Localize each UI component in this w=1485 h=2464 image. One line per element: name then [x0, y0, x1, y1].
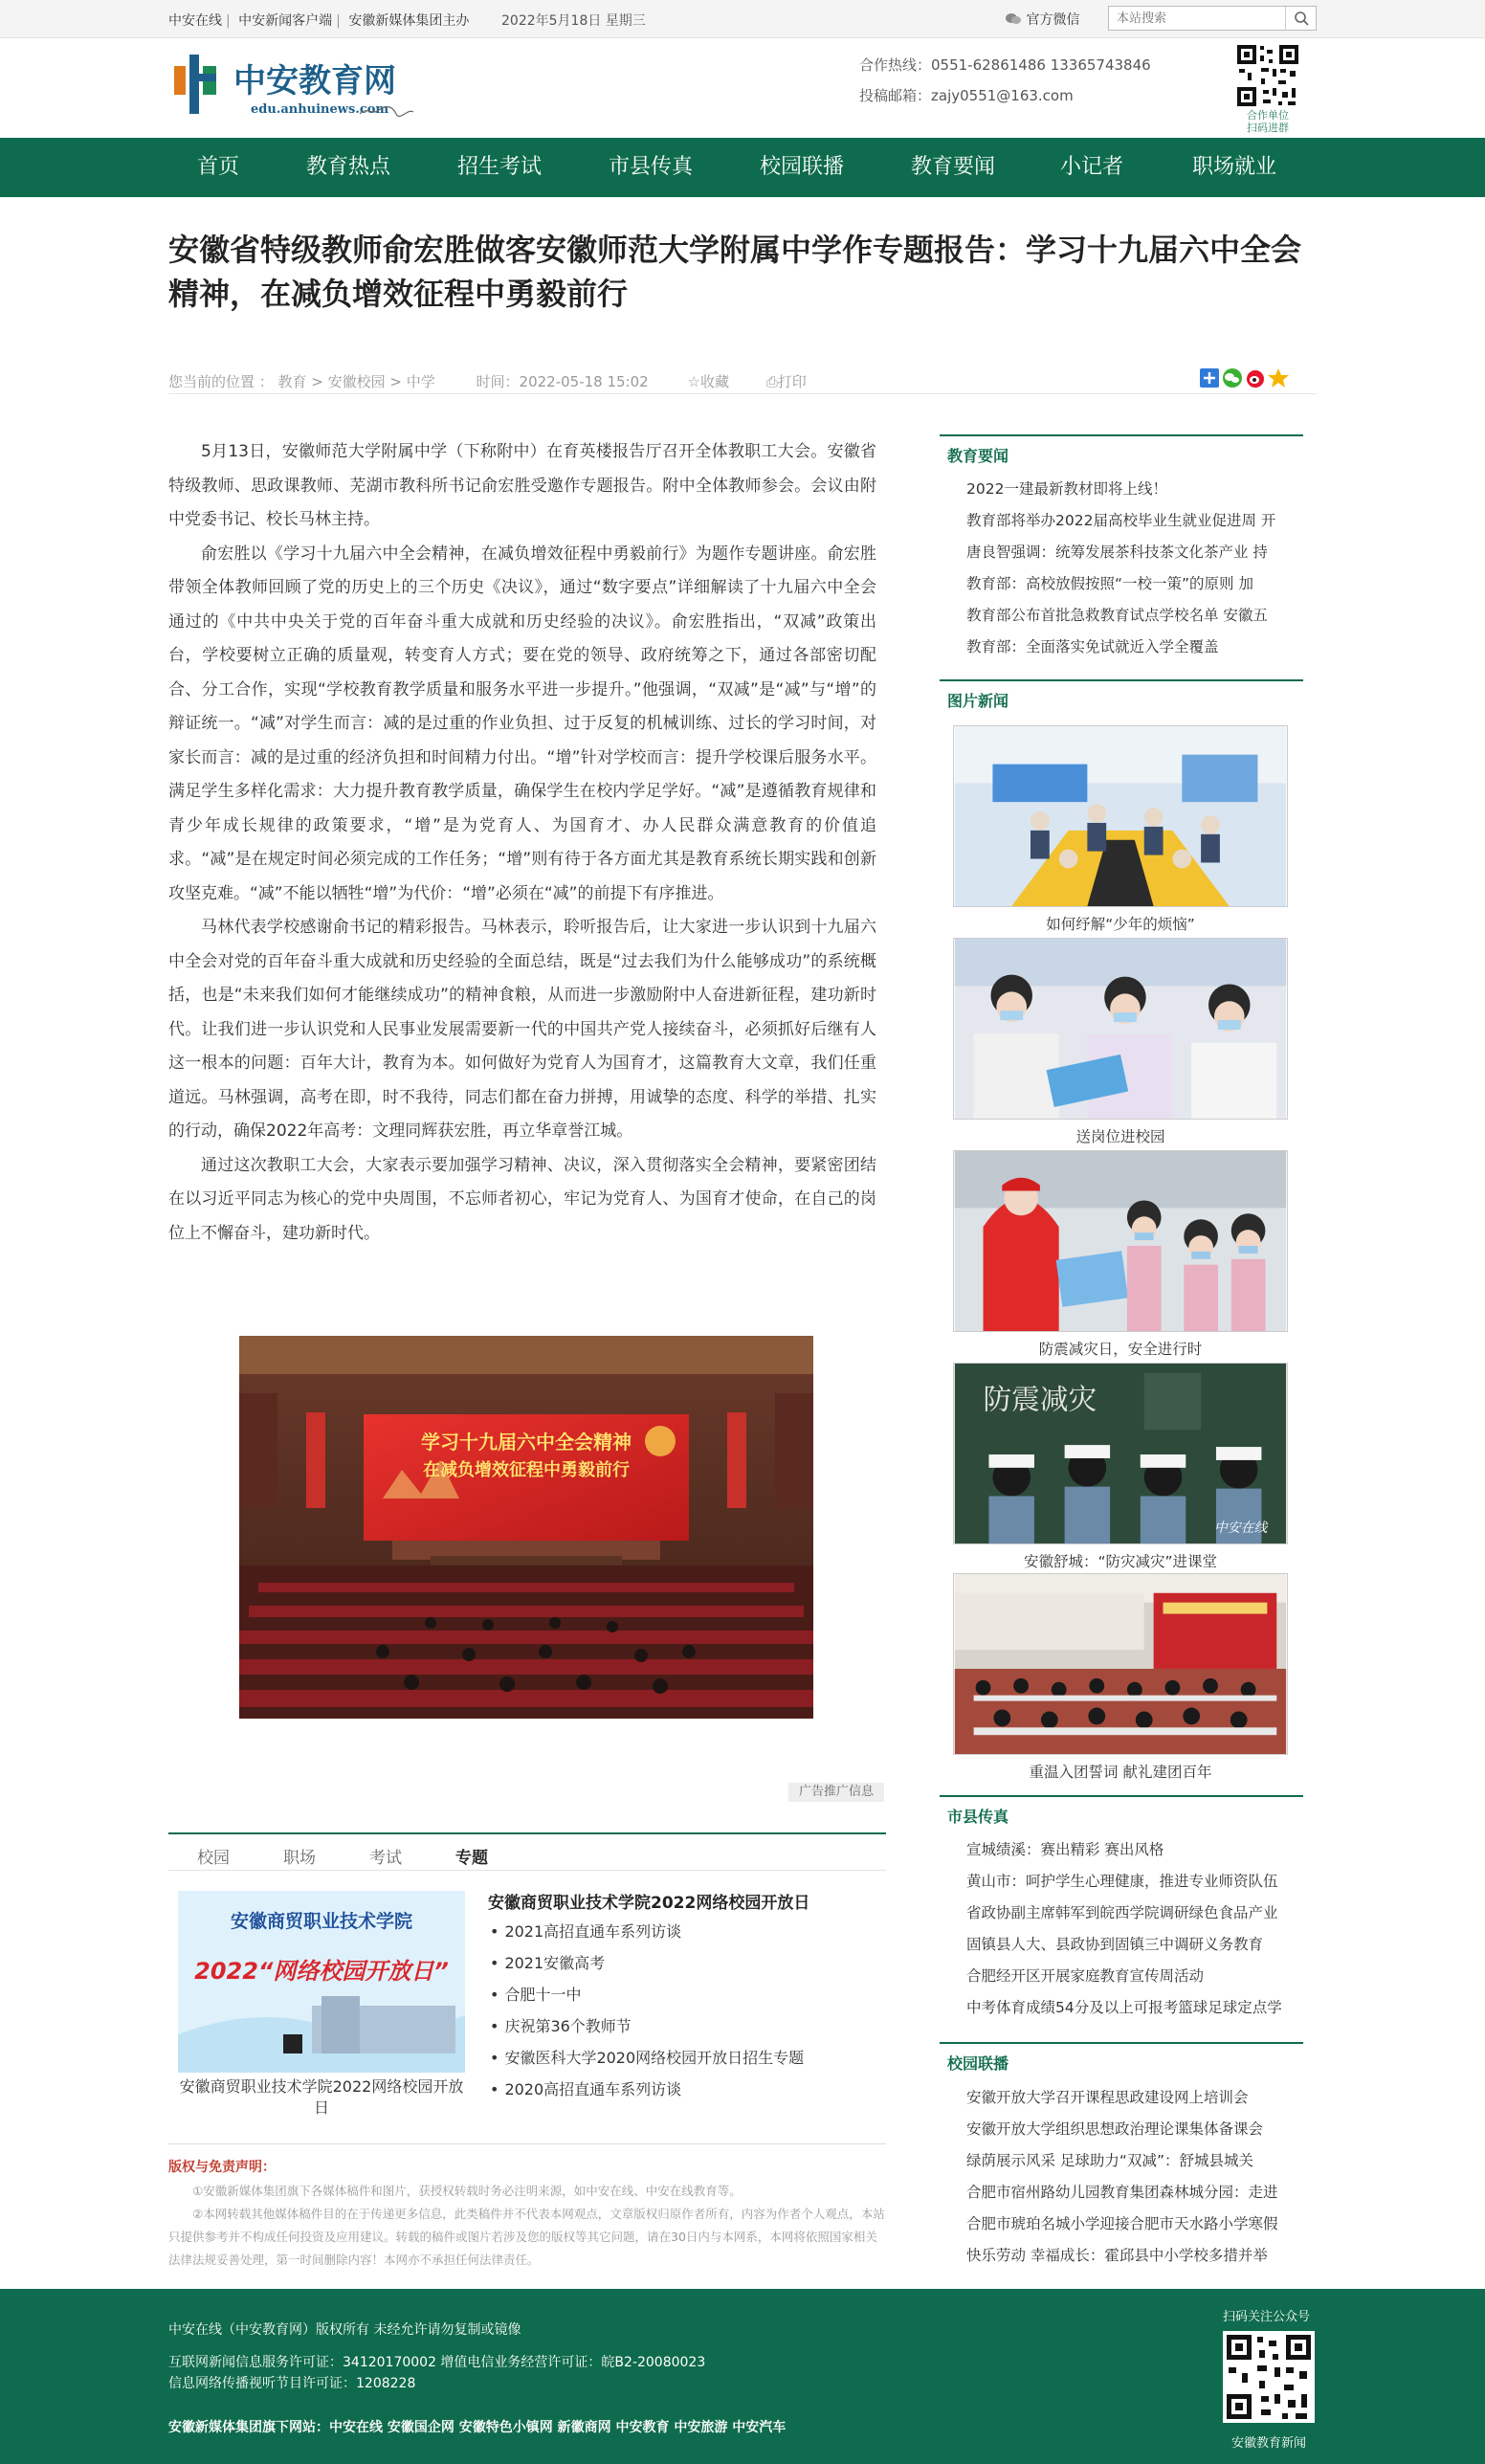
top-link-zhongan[interactable]: 中安在线 — [168, 13, 222, 29]
search-button[interactable] — [1285, 7, 1316, 30]
list-item[interactable]: 教育部公布首批急救教育试点学校名单 安徽五 — [966, 607, 1268, 624]
top-date: 2022年5月18日 星期三 — [501, 13, 646, 29]
share-more-icon[interactable] — [1200, 368, 1219, 388]
qr-caption-line1: 合作单位 — [1247, 109, 1289, 122]
list-item[interactable]: 教育部：高校放假按照“一校一策”的原则 加 — [966, 575, 1253, 592]
pic-watermark: 中安在线 — [1213, 1521, 1268, 1537]
list-item[interactable]: 合肥经开区开展家庭教育宣传周活动 — [966, 1967, 1205, 1985]
list-item[interactable]: 快乐劳动 幸福成长：霍邱县中小学校多措并举 — [966, 2247, 1268, 2264]
article-body — [168, 435, 876, 1251]
copyright-line: ①安徽新媒体集团旗下各媒体稿件和图片，获授权转载时务必注明来源，如中安在线、中安在线教育等。 — [192, 2184, 742, 2198]
contact-email[interactable]: 投稿邮箱：zajy0551@163.com — [859, 87, 1074, 104]
tab-career[interactable]: 职场 — [283, 1849, 316, 1868]
sidebar-pics-header — [940, 679, 1303, 710]
list-item[interactable]: 安徽开放大学召开课程思政建设网上培训会 — [966, 2089, 1249, 2106]
favorite-label: 收藏 — [699, 373, 729, 390]
list-item[interactable]: • 合肥十一中 — [490, 1979, 804, 2010]
pic-news-image[interactable] — [953, 1363, 1288, 1544]
list-item[interactable]: 唐良智强调：统筹发展茶科技茶文化茶产业 持 — [966, 544, 1268, 561]
article-title: 安徽省特级教师俞宏胜做客安徽师范大学附属中学作专题报告：学习十九届六中全会精神，在减负增效征程中勇毅前行 — [168, 232, 1302, 312]
list-item[interactable]: 宣城绩溪：赛出精彩 赛出风格 — [966, 1841, 1164, 1858]
divider — [168, 2143, 886, 2144]
pic-news-image[interactable] — [953, 1573, 1288, 1755]
search-box — [1108, 6, 1317, 31]
top-link-client[interactable]: 中安新闻客户端 — [238, 13, 333, 29]
qr-caption — [1234, 109, 1301, 134]
article-meta — [168, 371, 807, 391]
publish-time: 时间：2022-05-18 15:02 — [476, 373, 649, 390]
list-item[interactable]: • 安徽医科大学2020网络校园开放日招生专题 — [490, 2042, 804, 2074]
sidebar-news-title[interactable]: 教育要闻 — [947, 447, 1009, 465]
nav-campus-broadcast[interactable]: 校园联播 — [760, 155, 845, 179]
pic-news-item[interactable] — [953, 938, 1288, 1150]
search-input[interactable] — [1109, 7, 1285, 30]
article-paragraph: 马林代表学校感谢俞书记的精彩报告。马林表示，聆听报告后，让大家进一步认识到十九届六中全会对党的百年奋斗重大成就和历史经验的全面总结，既是“过去我们为什么能够成功”的系统概括，也是“未来我们如何才能继续成功”的精神食粮，从而进一步激励附中人奋进新征程，建功新时代。让我们进一步认识党和人民事业发展需要新一代的中国共产党人接续奋斗，必须抓好后继有人这一根本的问题：百年大计，教育为本。如何做好为党育人为国育才，这篇教育大文章，我们任重道远。马林强调，高考在即，时不我待，同志们都在奋力拼搏，用诚挚的态度、科学的举措、扎实的行动，确保2022年高考：文理同辉获宏胜，再立华章誉江城。 — [168, 918, 876, 1141]
list-item[interactable]: 中考体育成绩54分及以上可报考篮球足球定点学 — [966, 1999, 1282, 2016]
favorite-icon: ☆ — [687, 373, 700, 390]
feature-banner-text: 2022“网络校园开放日” — [194, 1958, 449, 1985]
qr-code-icon — [1234, 42, 1301, 109]
logo-mark-icon — [170, 53, 222, 116]
list-item[interactable]: 合肥市琥珀名城小学迎接合肥市天水路小学寒假 — [966, 2215, 1278, 2232]
share-weibo-icon[interactable] — [1247, 370, 1264, 388]
sidebar-county-list — [966, 1834, 1294, 2024]
list-item[interactable]: • 2020高招直通车系列访谈 — [490, 2074, 804, 2105]
pic-news-item[interactable] — [953, 1363, 1288, 1575]
weixin-icon — [1005, 12, 1022, 26]
list-item[interactable]: 教育部：全面落实免试就近入学全覆盖 — [966, 638, 1219, 655]
nav-young-reporter[interactable]: 小记者 — [1060, 155, 1124, 179]
article-photo — [239, 1336, 813, 1719]
list-item[interactable]: 绿荫展示风采 足球助力“双减”：舒城县城关 — [966, 2152, 1253, 2169]
weixin-link[interactable] — [1005, 10, 1079, 29]
top-links: 中安在线 | 中安新闻客户端 | 安徽新媒体集团主办 — [168, 13, 470, 29]
tab-campus[interactable]: 校园 — [197, 1849, 230, 1868]
list-item[interactable]: 固镇县人大、县政协到固镇三中调研义务教育 — [966, 1936, 1264, 1953]
favorite-button[interactable] — [687, 373, 733, 390]
sidebar-pics-title[interactable]: 图片新闻 — [947, 692, 1009, 710]
pic-news-image[interactable] — [953, 938, 1288, 1120]
nav-edu-news[interactable]: 教育要闻 — [911, 155, 996, 179]
main-nav — [0, 138, 1485, 197]
list-item[interactable]: 合肥市宿州路幼儿园教育集团森林城分园：走进 — [966, 2184, 1278, 2201]
copyright-text — [168, 2180, 886, 2272]
sidebar-county-title[interactable]: 市县传真 — [947, 1808, 1009, 1826]
sidebar-news-header — [940, 434, 1303, 465]
tab-topic[interactable]: 专题 — [455, 1849, 488, 1868]
list-item[interactable]: 安徽开放大学组织思想政治理论课集体备课会 — [966, 2120, 1264, 2138]
topic-tabs — [168, 1832, 886, 1871]
sidebar-campus-list — [966, 2082, 1294, 2272]
breadcrumb[interactable]: 您当前的位置 ： 教育 > 安徽校园 > 中学 — [168, 373, 435, 390]
pic-news-image[interactable] — [953, 1150, 1288, 1332]
feature-banner-school: 安徽商贸职业技术学院 — [230, 1911, 413, 1932]
share-bar — [1198, 367, 1313, 388]
nav-edu-hot[interactable]: 教育热点 — [306, 155, 391, 179]
print-icon: ⎙ — [765, 373, 778, 390]
pic-news-image[interactable] — [953, 725, 1288, 907]
nav-enroll-exam[interactable]: 招生考试 — [457, 155, 543, 179]
feature-title[interactable]: 安徽商贸职业技术学院2022网络校园开放日 — [488, 1894, 810, 1913]
footer-sites[interactable]: 安徽新媒体集团旗下网站：中安在线 安徽国企网 安徽特色小镇网 新徽商网 中安教育 中安旅游 中安汽车 — [168, 2420, 787, 2435]
search-icon — [1286, 7, 1317, 30]
footer-copyright: 中安在线（中安教育网）版权所有 未经允许请勿复制或镜像 — [168, 2322, 521, 2338]
photo-screen-text-1: 学习十九届六中全会精神 — [421, 1431, 632, 1454]
pic-news-caption[interactable]: 重温入团誓词 献礼建团百年 — [1029, 1764, 1212, 1781]
share-wechat-icon[interactable] — [1223, 368, 1242, 388]
contact-info — [859, 50, 1151, 111]
copyright-line: ②本网转载其他媒体稿件目的在于传递更多信息，此类稿件并不代表本网观点，文章版权归原作者所有，内容为作者个人观点，本站只提供参考并不构成任何投资及应用建议。转载的稿件或图片若涉及您的版权等其它问题，请在30日内与本网系，本网将依照国家相关法律法规妥善处理，第一时间删除内容！本网亦不承担任何法律责任。 — [168, 2207, 885, 2267]
sidebar-news-list — [966, 474, 1294, 663]
top-link-host[interactable]: 安徽新媒体集团主办 — [348, 13, 470, 29]
nav-county-news[interactable]: 市县传真 — [609, 155, 694, 179]
feature-image-caption[interactable]: 安徽商贸职业技术学院2022网络校园开放日 — [179, 2077, 464, 2117]
pic-news-item[interactable] — [953, 1150, 1288, 1363]
feature-list — [490, 1916, 804, 2105]
list-item[interactable]: • 2021高招直通车系列访谈 — [490, 1916, 804, 1947]
list-item[interactable]: 教育部将举办2022届高校毕业生就业促进周 开 — [966, 512, 1276, 529]
list-item[interactable]: 黄山市：呵护学生心理健康，推进专业师资队伍 — [966, 1873, 1278, 1890]
nav-career[interactable]: 职场就业 — [1192, 155, 1277, 179]
pic-news-caption[interactable]: 送岗位进校园 — [1075, 1128, 1165, 1145]
logo-url: edu.anhuinews.com — [251, 102, 389, 117]
pic-news-caption[interactable]: 防震减灾日，安全进行时 — [1038, 1341, 1203, 1358]
article-paragraph: 俞宏胜以《学习十九届六中全会精神，在减负增效征程中勇毅前行》为题作专题讲座。俞宏胜带领全体教师回顾了党的历史上的三个历史《决议》，通过“数字要点”详细解读了十九届六中全会通过的《中共中央关于党的百年奋斗重大成就和历史经验的决议》。俞宏胜指出，“双减”政策出台，学校要树立正确的质量观，转变育人方式；要在党的领导、政府统筹之下，通过各部密切配合、分工合作，实现“学校教育教学质量和服务水平进一步提升。”他强调，“双减”是“减”与“增”的辩证统一。“减”对学生而言：减的是过重的作业负担、过于反复的机械训练、过长的学习时间，对家长而言：减的是过重的经济负担和时间精力付出。“增”针对学校而言：提升学校课后服务水平。满足学生多样化需求：大力提升教育教学质量，确保学生在校内学足学好。“减”是遵循教育规律和青少年成长规律的政策要求，“增”是为党育人、为国育才、办人民群众满意教育的价值追求。“减”是在规定时间必须完成的工作任务；“增”则有待于各方面尤其是教育系统长期实践和创新攻坚克难。“减”不能以牺牲“增”为代价：“增”必须在“减”的前提下有序推进。 — [168, 544, 876, 903]
weixin-label: 官方微信 — [1026, 12, 1080, 28]
copyright-title: 版权与免责声明： — [168, 2160, 276, 2175]
list-item[interactable]: 省政协副主席韩军到皖西学院调研绿色食品产业 — [966, 1904, 1278, 1921]
site-logo[interactable] — [170, 53, 419, 122]
feature-image[interactable] — [178, 1891, 465, 2073]
pic-overlay-text: 防震减灾 — [983, 1382, 1097, 1416]
share-qzone-icon[interactable] — [1268, 368, 1289, 388]
nav-home[interactable]: 首页 — [197, 155, 240, 179]
footer-licenses — [168, 2352, 705, 2394]
footer-qr-caption: 扫码关注公众号 — [1223, 2310, 1311, 2324]
sidebar-campus-title[interactable]: 校园联播 — [947, 2054, 1009, 2073]
print-label: 打印 — [777, 373, 807, 390]
list-item[interactable]: 2022一建最新教材即将上线！ — [966, 480, 1167, 498]
list-item[interactable]: • 庆祝第36个教师节 — [490, 2010, 804, 2042]
pic-news-item[interactable] — [953, 1573, 1288, 1786]
contact-phone: 合作热线：0551-62861486 13365743846 — [859, 56, 1151, 74]
footer-qr-code-icon — [1223, 2331, 1315, 2423]
footer-license-2: 信息网络传播视听节目许可证：1208228 — [168, 2376, 416, 2391]
qr-caption-line2: 扫码进群 — [1247, 122, 1289, 134]
print-button[interactable] — [766, 373, 807, 390]
logo-text: 中安教育网 — [233, 62, 396, 100]
pic-news-item[interactable] — [953, 725, 1288, 938]
ad-label[interactable]: 广告推广信息 — [788, 1783, 884, 1802]
tab-exam[interactable]: 考试 — [369, 1849, 402, 1868]
logo-signature-icon — [358, 104, 415, 118]
pic-news-caption[interactable]: 安徽舒城：“防灾减灾”进课堂 — [1023, 1553, 1218, 1570]
photo-screen-text-2: 在减负增效征程中勇毅前行 — [423, 1460, 630, 1480]
article-paragraph: 5月13日，安徽师范大学附属中学（下称附中）在育英楼报告厅召开全体教职工大会。安徽省特级教师、思政课教师、芜湖市教科所书记俞宏胜受邀作专题报告。附中全体教师参会。会议由附中党委书记、校长马林主持。 — [168, 442, 876, 529]
sidebar-county-header — [940, 1795, 1303, 1826]
sidebar-campus-header — [940, 2042, 1303, 2073]
list-item[interactable]: • 2021安徽高考 — [490, 1947, 804, 1979]
footer-qr-caption-bottom: 安徽教育新闻 — [1230, 2436, 1306, 2451]
pic-news-caption[interactable]: 如何纾解“少年的烦恼” — [1046, 916, 1195, 933]
footer-license-1: 互联网新闻信息服务许可证：34120170002 增值电信业务经营许可证：皖B2-20080023 — [168, 2355, 706, 2370]
article-paragraph: 通过这次教职工大会，大家表示要加强学习精神、决议，深入贯彻落实全会精神，要紧密团结在以习近平同志为核心的党中央周围，不忘师者初心，牢记为党育人、为国育才使命，在自己的岗位上不懈奋斗，建功新时代。 — [168, 1155, 876, 1243]
